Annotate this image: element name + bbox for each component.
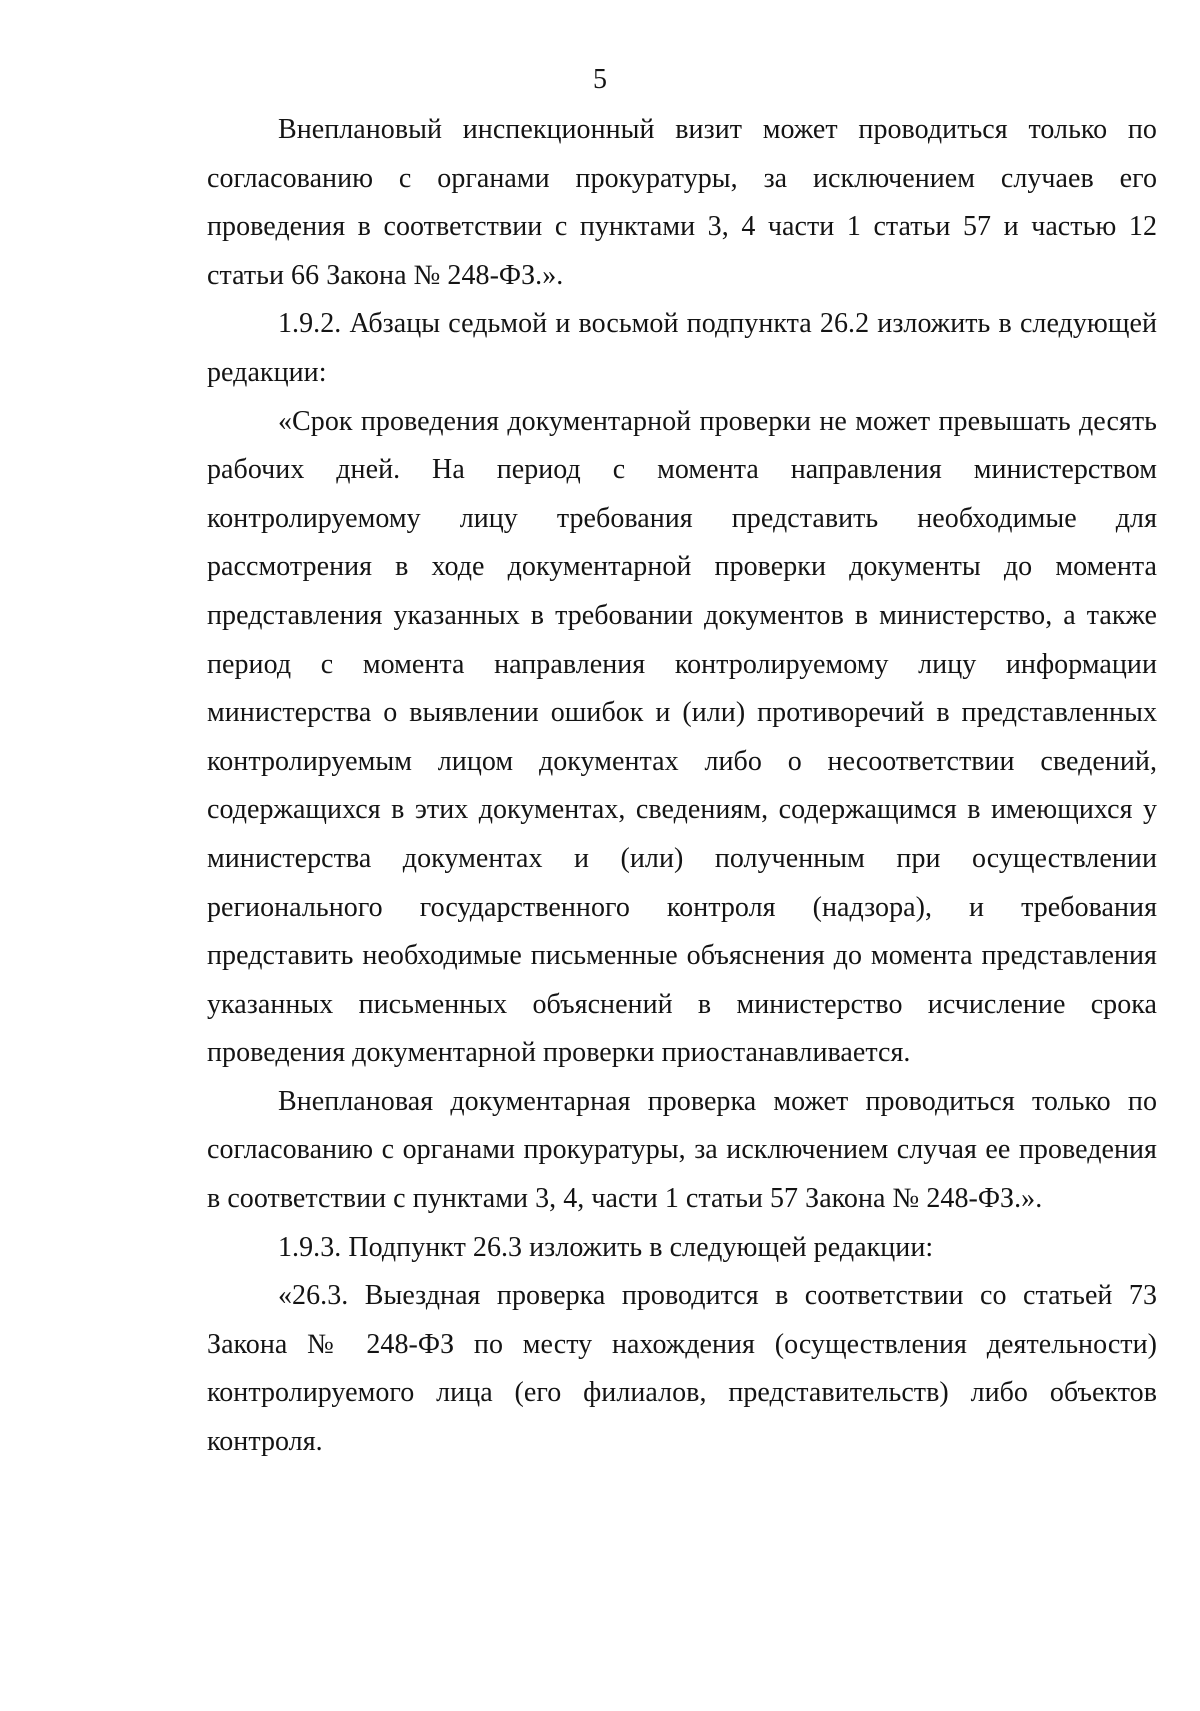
paragraph-documentary-check-term: «Срок проведения документарной проверки не может превышать десять рабочих дней. На период с момента направления министерством контролируемому лицу требования представить необходимые для рассмотрения в ходе документарной проверки документы до момента представления указанных в требовании документов в министерство, а также период с момента направления контролируемому лицу информации министерства о выявлении ошибок и (или) противоречий в представленных контролируемым лицом документах либо о несоответствии сведений, содержащихся в этих документах, сведениям, содержащимся в имеющихся у министерства документах и (или) полученным при осуществлении регионального государственного контроля (надзора), и требования представить необходимые письменные объяснения до момента представления указанных письменных объяснений в министерство исчисление срока проведения документарной проверки приостанавливается.: [207, 405, 1157, 1069]
paragraph-unscheduled-documentary-check: Внеплановая документарная проверка может проводиться только по согласованию с органами прокуратуры, за исключением случая ее проведения в соответствии с пунктами 3, 4, части 1 статьи 57 Закона № 248-ФЗ.».: [207, 1085, 1157, 1215]
paragraph-item-1-9-3: 1.9.3. Подпункт 26.3 изложить в следующей редакции:: [278, 1231, 934, 1263]
page-number: 5: [593, 64, 607, 95]
document-body: [207, 106, 1157, 1467]
paragraph-unscheduled-inspection-visit: Внеплановый инспекционный визит может проводиться только по согласованию с органами прокуратуры, за исключением случаев его проведения в соответствии с пунктами 3, 4 части 1 статьи 57 и частью 12 статьи 66 Закона № 248-ФЗ.».: [207, 114, 1157, 291]
paragraph-on-site-inspection: «26.3. Выездная проверка проводится в соответствии со статьей 73 Закона № 248-ФЗ по месту нахождения (осуществления деятельности) контролируемого лица (его филиалов, представительств) либо объектов контроля.: [207, 1280, 1157, 1458]
paragraph-item-1-9-2: 1.9.2. Абзацы седьмой и восьмой подпункта 26.2 изложить в следующей редакции:: [207, 308, 1157, 388]
